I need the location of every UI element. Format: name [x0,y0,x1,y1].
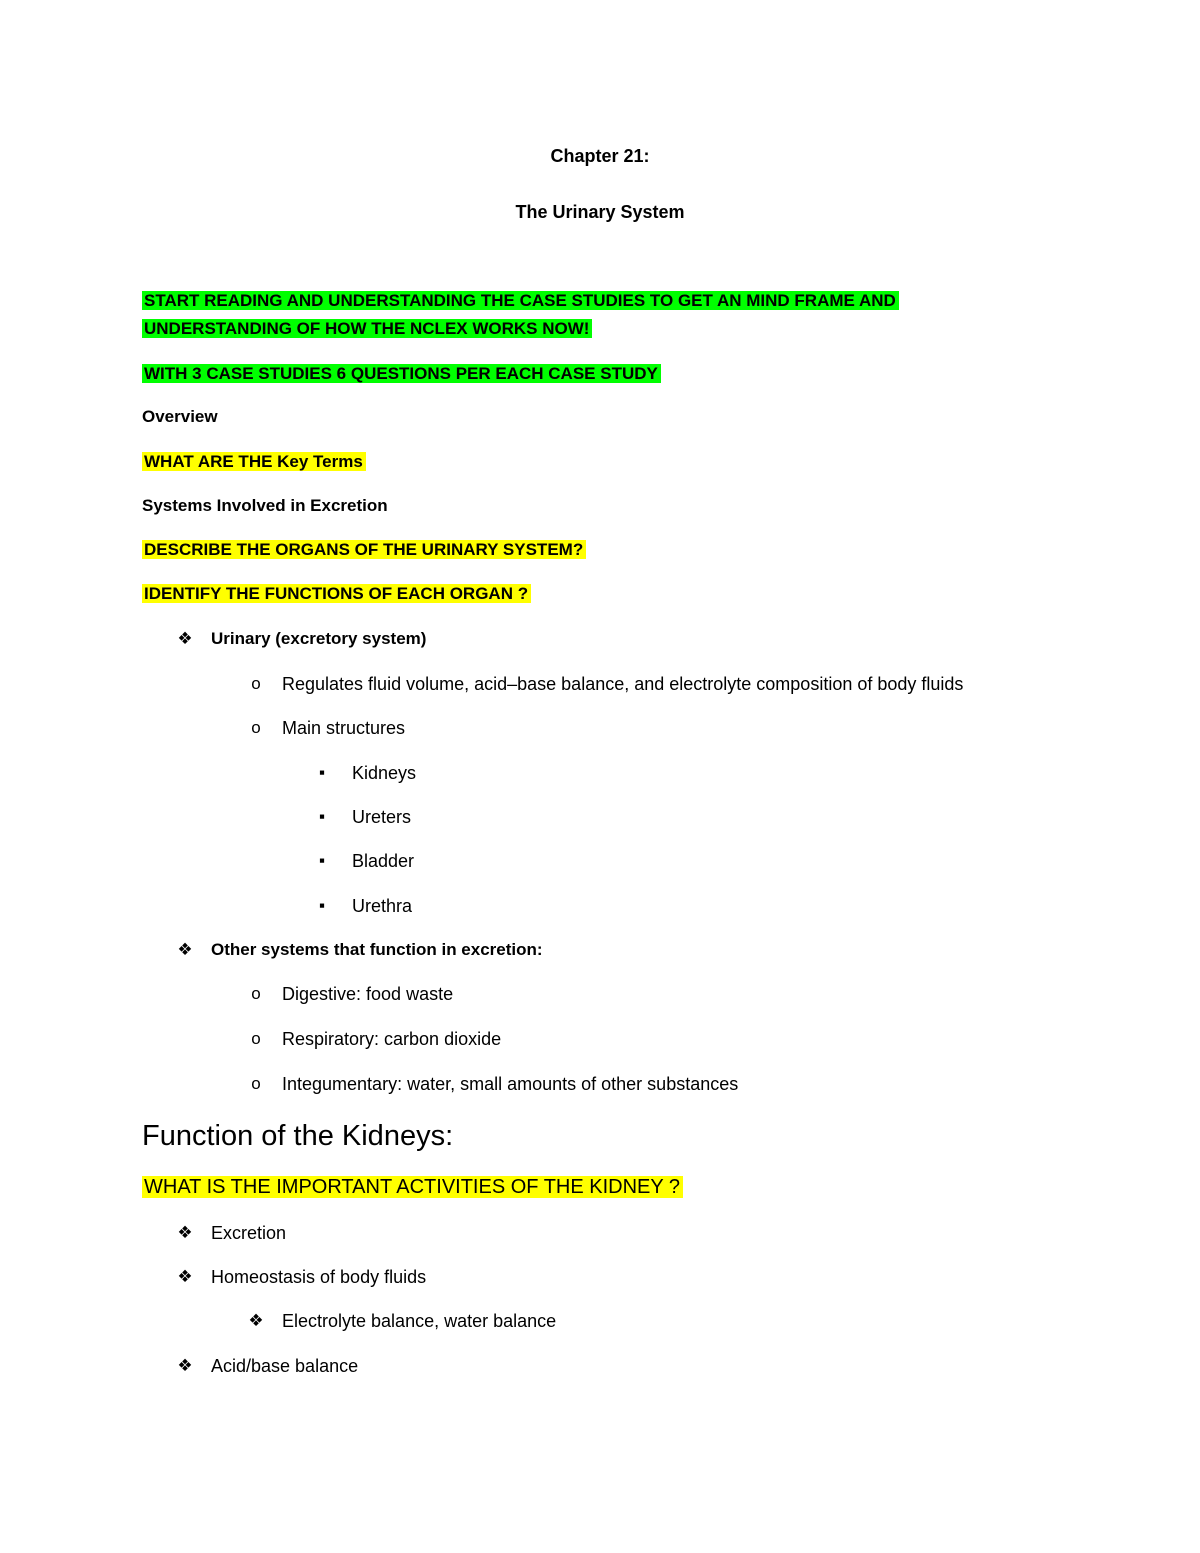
other-systems-text: Integumentary: water, small amounts of other substances [282,1074,739,1094]
chapter-number: Chapter 21: [550,146,650,166]
kidneys-heading: Function of the Kidneys: [142,1120,454,1152]
structure-text: Kidneys [352,763,417,783]
case-study-note-text: START READING AND UNDERSTANDING THE CASE STUDIES TO GET AN MIND FRAME AND UNDERSTANDING OF HOW THE NCLEX WORKS NOW! [142,291,899,338]
circle-bullet-icon: o [251,1029,261,1048]
square-bullet-icon: ▪ [318,896,326,915]
case-study-note [142,287,962,343]
kidney-function-text: Homeostasis of body fluids [211,1267,427,1287]
diamond-bullet-icon: ❖ [177,1356,193,1375]
kidney-activities-question [142,1175,683,1199]
systems-heading: Systems Involved in Excretion [142,496,388,515]
identify-functions-text: IDENTIFY THE FUNCTIONS OF EACH ORGAN ? [142,584,531,603]
other-systems-text: Digestive: food waste [282,984,454,1004]
key-terms-heading [142,450,366,474]
diamond-bullet-icon: ❖ [177,1223,193,1242]
square-bullet-icon: ▪ [318,763,326,782]
kidney-function-text: Acid/base balance [211,1356,359,1376]
structure-text: Urethra [352,896,413,916]
circle-bullet-icon: o [251,674,261,693]
kidney-activities-text: WHAT IS THE IMPORTANT ACTIVITIES OF THE KIDNEY ? [142,1176,683,1198]
diamond-bullet-icon: ❖ [177,629,193,648]
case-study-count-note [142,362,661,386]
case-study-count-text: WITH 3 CASE STUDIES 6 QUESTIONS PER EACH CASE STUDY [142,364,661,383]
overview-heading: Overview [142,407,218,426]
chapter-title: The Urinary System [515,202,685,222]
urinary-label: Urinary (excretory system) [211,629,427,648]
diamond-bullet-icon: ❖ [177,1267,193,1286]
other-systems-label: Other systems that function in excretion: [211,940,543,959]
other-systems-text: Respiratory: carbon dioxide [282,1029,502,1049]
diamond-bullet-icon: ❖ [177,940,193,959]
urinary-sub-text: Regulates fluid volume, acid–base balance, and electrolyte composition of body fluids [282,674,964,694]
kidney-function-text: Excretion [211,1223,287,1243]
key-terms-text: WHAT ARE THE Key Terms [142,452,366,471]
structure-text: Bladder [352,851,415,871]
identify-functions-question [142,582,531,606]
circle-bullet-icon: o [251,984,261,1003]
circle-bullet-icon: o [251,718,261,737]
square-bullet-icon: ▪ [318,851,326,870]
square-bullet-icon: ▪ [318,807,326,826]
structure-text: Ureters [352,807,412,827]
diamond-bullet-icon: ❖ [248,1311,264,1330]
urinary-sub-text: Main structures [282,718,406,738]
describe-organs-text: DESCRIBE THE ORGANS OF THE URINARY SYSTEM? [142,540,586,559]
describe-organs-question [142,538,586,562]
circle-bullet-icon: o [251,1074,261,1093]
kidney-function-text: Electrolyte balance, water balance [282,1311,557,1331]
